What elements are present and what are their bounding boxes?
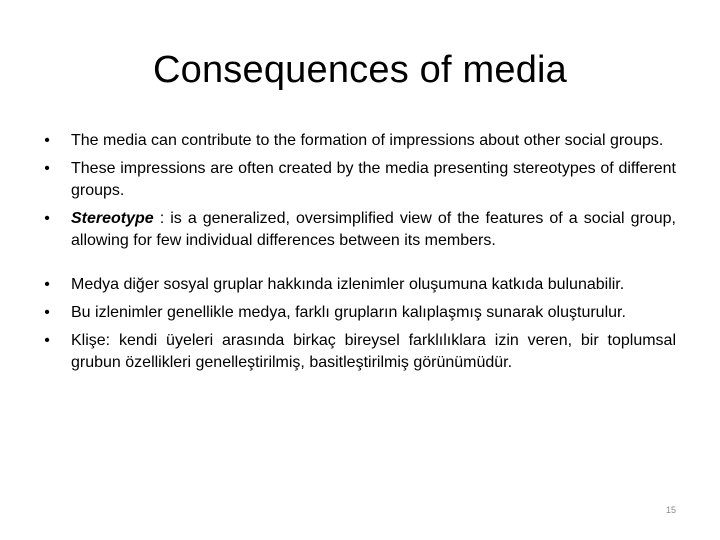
bullet-list — [36, 130, 676, 380]
bullet-marker: • — [44, 210, 50, 227]
bullet-marker: • — [44, 276, 50, 293]
bullet-marker: • — [44, 160, 50, 177]
page-number: 15 — [665, 505, 676, 515]
bullet-item — [36, 330, 676, 374]
bullet-item — [36, 274, 676, 296]
bullet-item — [36, 130, 676, 152]
bullet-text: : is a generalized, oversimplified view of the features of a social group, allowing for few individual differences between its members. — [71, 210, 676, 249]
bullet-text: The media can contribute to the formation of impressions about other social groups. — [71, 132, 664, 149]
bullet-text: Klişe: kendi üyeleri arasında birkaç bireysel farklılıklara izin veren, bir toplumsal grubun özellikleri genelleştirilmiş, basitleştirilmiş görünümüdür. — [71, 332, 676, 371]
bullet-item — [36, 302, 676, 324]
bullet-text: Bu izlenimler genellikle medya, farklı grupların kalıplaşmış sunarak oluşturulur. — [71, 304, 626, 321]
bullet-marker: • — [44, 332, 50, 349]
bullet-text: Medya diğer sosyal gruplar hakkında izlenimler oluşumuna katkıda bulunabilir. — [71, 276, 625, 293]
bullet-item — [36, 208, 676, 252]
bullet-item — [36, 158, 676, 202]
slide-title: Consequences of media — [152, 49, 568, 91]
bullet-marker: • — [44, 304, 50, 321]
stereotype-term: Stereotype — [71, 210, 154, 227]
bullet-text: These impressions are often created by the media presenting stereotypes of different groups. — [71, 160, 676, 199]
bullet-marker: • — [44, 132, 50, 149]
